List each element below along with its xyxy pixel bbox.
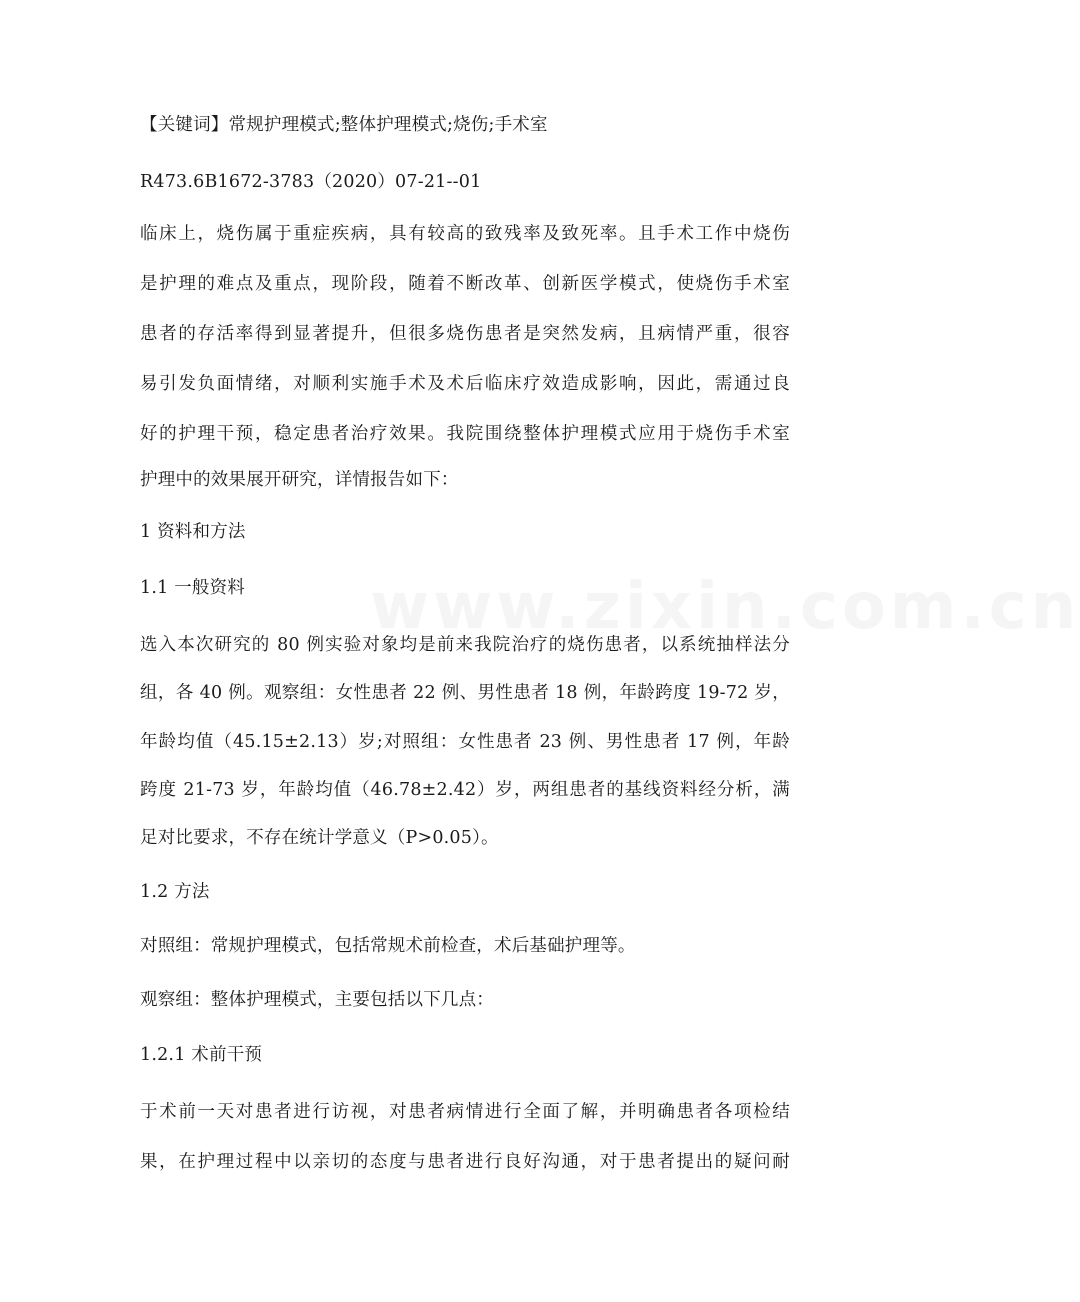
preop-line-1: 于术前一天对患者进行访视，对患者病情进行全面了解，并明确患者各项检结 bbox=[140, 1102, 790, 1122]
preop-line-2: 果，在护理过程中以亲切的态度与患者进行良好沟通，对于患者提出的疑问耐 bbox=[140, 1152, 790, 1172]
intro-line-5: 好的护理干预，稳定患者治疗效果。我院围绕整体护理模式应用于烧伤手术室 bbox=[140, 424, 790, 444]
general-line-1: 选入本次研究的 80 例实验对象均是前来我院治疗的烧伤患者，以系统抽样法分 bbox=[140, 635, 790, 655]
section-heading-1-2-1: 1.2.1 术前干预 bbox=[140, 1045, 263, 1065]
intro-line-2: 是护理的难点及重点，现阶段，随着不断改革、创新医学模式，使烧伤手术室 bbox=[140, 274, 790, 294]
intro-line-6: 护理中的效果展开研究，详情报告如下： bbox=[140, 470, 459, 490]
section-heading-1-1: 1.1 一般资料 bbox=[140, 578, 245, 598]
section-heading-1: 1 资料和方法 bbox=[140, 522, 246, 542]
general-line-4: 跨度 21-73 岁，年龄均值（46.78±2.42）岁，两组患者的基线资料经分析，满 bbox=[140, 780, 790, 800]
intro-line-4: 易引发负面情绪，对顺利实施手术及术后临床疗效造成影响，因此，需通过良 bbox=[140, 374, 790, 394]
section-heading-1-2: 1.2 方法 bbox=[140, 882, 210, 902]
keywords-line: 【关键词】常规护理模式;整体护理模式;烧伤;手术室 bbox=[140, 115, 548, 135]
general-line-2: 组，各 40 例。观察组：女性患者 22 例、男性患者 18 例，年龄跨度 19-72 岁， bbox=[140, 683, 791, 703]
intro-line-1: 临床上，烧伤属于重症疾病，具有较高的致残率及致死率。且手术工作中烧伤 bbox=[140, 224, 790, 244]
general-line-3: 年龄均值（45.15±2.13）岁;对照组：女性患者 23 例、男性患者 17 例，年龄 bbox=[140, 732, 790, 752]
general-line-5: 足对比要求，不存在统计学意义（P>0.05）。 bbox=[140, 828, 499, 848]
intro-line-3: 患者的存活率得到显著提升，但很多烧伤患者是突然发病，且病情严重，很容 bbox=[140, 324, 790, 344]
observe-group-line: 观察组：整体护理模式，主要包括以下几点： bbox=[140, 990, 494, 1010]
classification-line: R473.6B1672-3783（2020）07-21--01 bbox=[140, 172, 482, 192]
watermark: www.zixin.com.cn bbox=[370, 570, 1080, 644]
control-group-line: 对照组：常规护理模式，包括常规术前检查，术后基础护理等。 bbox=[140, 936, 636, 956]
